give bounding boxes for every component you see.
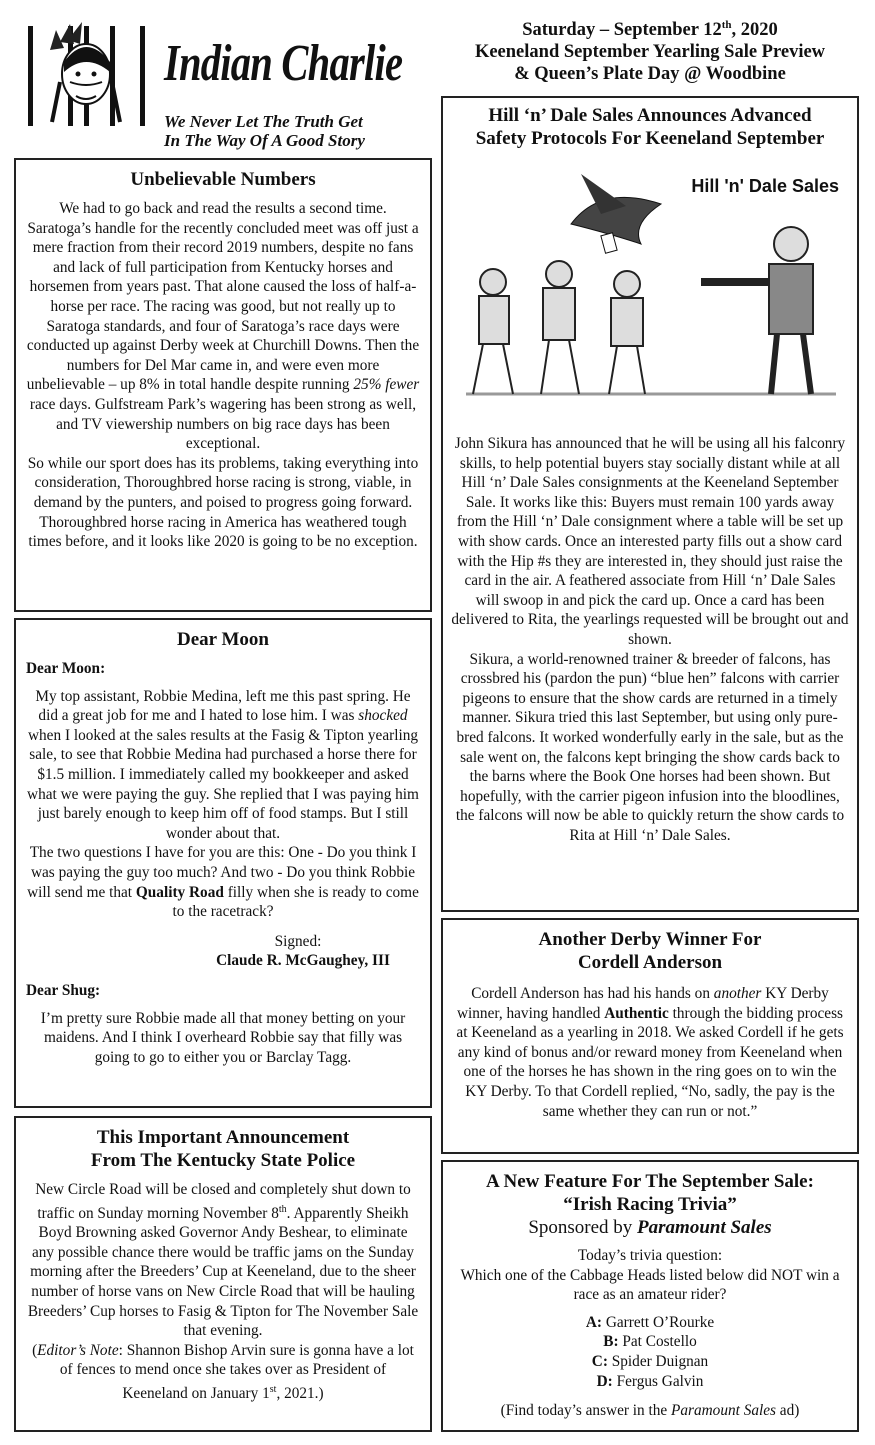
article-dear-moon bbox=[14, 618, 432, 1108]
article-state-police bbox=[14, 1116, 432, 1432]
masthead-tagline bbox=[164, 112, 365, 150]
trivia-footer: (Find today’s answer in the Paramount Sales ad) bbox=[500, 1402, 800, 1420]
trivia-intro: Today’s trivia question: bbox=[577, 1247, 723, 1264]
paragraph: We had to go back and read the results a second time. Saratoga’s handle for the recently concluded meet was off just a mere fraction from their record 2019 numbers, despite no fans and lack of full participation from Kentucky horses and horsemen from years past. That alone caused the loss of half-a-horse per race. The racing was good, but not really up to Saratoga standards, and four of Saratoga’s race days were conducted up against Derby week at Churchill Downs. Then the numbers for Del Mar came in, and were even more unbelievable – up 8% in total handle despite running 25% fewer race days. Gulfstream Park’s wagering has been strong as well, and TV viewership numbers on big race days has been exceptional. bbox=[26, 200, 420, 453]
trivia-option: C: Spider Duignan bbox=[591, 1352, 709, 1370]
cartoon-caption: Hill 'n' Dale Sales bbox=[691, 176, 839, 196]
indian-head-logo-icon bbox=[30, 22, 140, 132]
trivia-option: D: Fergus Galvin bbox=[596, 1372, 704, 1390]
tagline-line-1: We Never Let The Truth Get bbox=[164, 112, 363, 131]
editors-note: (Editor’s Note: Shannon Bishop Arvin sure is gonna have a lot of fences to mend once she takes over as President of Keeneland on January 1st, 2021.) bbox=[32, 1341, 414, 1403]
article-hill-n-dale bbox=[441, 96, 859, 912]
article-body bbox=[451, 434, 849, 845]
paragraph: So while our sport does has its problems, taking everything into consideration, Thoroughbred horse racing is strong, viable, in demand by the punters, and poised to progress going forward. Thoroughbred horse racing in America has weathered tough times before, and it looks like 2020 is going to be no exception. bbox=[27, 454, 419, 551]
article-headline: Hill ‘n’ Dale Sales Announces Advanced Safety Protocols For Keeneland September bbox=[475, 105, 825, 149]
trivia-option: A: Garrett O’Rourke bbox=[585, 1313, 715, 1331]
dateline-sale: Keeneland September Yearling Sale Preview bbox=[474, 42, 826, 63]
dateline bbox=[440, 14, 860, 85]
reply-body: I’m pretty sure Robbie made all that money betting on your maidens. And I think I overheard Robbie say that filly was going to go to either you or Barclay Tagg. bbox=[40, 1009, 406, 1066]
article-body bbox=[26, 1180, 420, 1404]
trivia-option: B: Pat Costello bbox=[603, 1333, 697, 1351]
trivia-question: Which one of the Cabbage Heads listed below did NOT win a race as an amateur rider? bbox=[460, 1266, 840, 1304]
tagline-line-2: In The Way Of A Good Story bbox=[164, 131, 365, 150]
signer-name: Claude R. McGaughey, III bbox=[216, 952, 390, 970]
dateline-date: Saturday – September 12th, 2020 bbox=[522, 19, 778, 41]
paragraph: Sikura, a world-renowned trainer & breeder of falcons, has crossbred his (pardon the pun) “blue hen” falcons with carrier pigeons to ensure that the show cards are returned in a timely manner. Sikura tried this last September, but using only pure-bred falcons. It worked wonderfully early in the sale, but as the sale went on, the falcons kept bringing the show cards back to the barns where the Book One horses had been shown. But hopefully, with the carrier pigeon infusion into the bloodlines, the falcons will now be able to quickly return the show cards to Rita at Hill ‘n’ Dale Sales. bbox=[455, 650, 845, 844]
paragraph: My top assistant, Robbie Medina, left me this past spring. He did a great job for me and I hated to lose him. I was shocked when I looked at the sales results at the Fasig & Tipton yearling sale, to see that Robbie Medina had purchased a horse there for $1.5 million. I immediately called my bookkeeper and asked what we were paying the guy. She replied that I was paying him just barely enough to keep him off of food stamps. But I still wonder about that. bbox=[27, 687, 419, 842]
salutation-reply: Dear Shug: bbox=[26, 981, 101, 999]
article-body bbox=[26, 199, 420, 552]
masthead-title: Indian Charlie bbox=[164, 35, 403, 92]
paragraph: The two questions I have for you are this: One - Do you think I was paying the guy too much? And two - Do you think Robbie will send me that Quality Road filly when she is ready to come to the racetrack? bbox=[27, 844, 419, 921]
article-body bbox=[26, 687, 420, 971]
signed-label: Signed: bbox=[274, 932, 322, 950]
article-derby-winner bbox=[441, 918, 859, 1154]
paragraph: Cordell Anderson has had his hands on another KY Derby winner, having handled Authentic through the bidding process at Keeneland as a yearling in 2018. We asked Cordell if he gets any kind of bonus and/or reward money from Keeneland when one of the horses he has shown in the ring goes on to win the KY Derby. To that Cordell replied, “No, sadly, the pay is the same whether they can run or not.” bbox=[456, 985, 844, 1120]
article-body bbox=[453, 984, 847, 1121]
article-unbelievable-numbers bbox=[14, 158, 432, 612]
cartoon-illustration bbox=[451, 154, 849, 426]
article-headline: Dear Moon bbox=[177, 629, 269, 650]
article-headline: Another Derby Winner For Cordell Anderson bbox=[538, 929, 762, 973]
article-headline: A New Feature For The September Sale: “Irish Racing Trivia” bbox=[486, 1171, 814, 1215]
article-headline: Unbelievable Numbers bbox=[130, 169, 316, 190]
dateline-woodbine: & Queen’s Plate Day @ Woodbine bbox=[514, 64, 786, 85]
paragraph: New Circle Road will be closed and completely shut down to traffic on Sunday morning November 8th. Apparently Sheikh Boyd Browning asked Governor Andy Beshear, to eliminate any possible chance there would be traffic jams on the Sunday morning after the Breeders’ Cup at Keeneland, due to the sheer number of horse vans on New Circle Road that will be hauling Breeders’ Cup horses to Fasig & Tipton for The November Sale that evening. bbox=[27, 1181, 419, 1340]
salutation: Dear Moon: bbox=[26, 660, 106, 677]
falcon-cartoon-icon bbox=[451, 154, 851, 426]
article-body bbox=[453, 1246, 847, 1421]
article-headline: This Important Announcement From The Kentucky State Police bbox=[90, 1127, 356, 1171]
article-irish-trivia bbox=[441, 1160, 859, 1432]
sponsor-line: Sponsored by Paramount Sales bbox=[528, 1217, 772, 1238]
paragraph: John Sikura has announced that he will be using all his falconry skills, to help potential buyers stay socially distant while at all Hill ‘n’ Dale Sales consignments at the Keeneland September Sale. It works like this: Buyers must remain 100 yards away from the Hill ‘n’ Dale consignment where a table will be set up with show cards. Once an interested party fills out a show card with the Hip #s they are interested in, they should just raise the card in the air. A feathered associate from Hill ‘n’ Dale Sales will swoop in and pick the card up. Once a card has been delivered to Rita, the yearlings requested will be brought out and shown. bbox=[451, 435, 849, 648]
masthead bbox=[14, 14, 434, 154]
